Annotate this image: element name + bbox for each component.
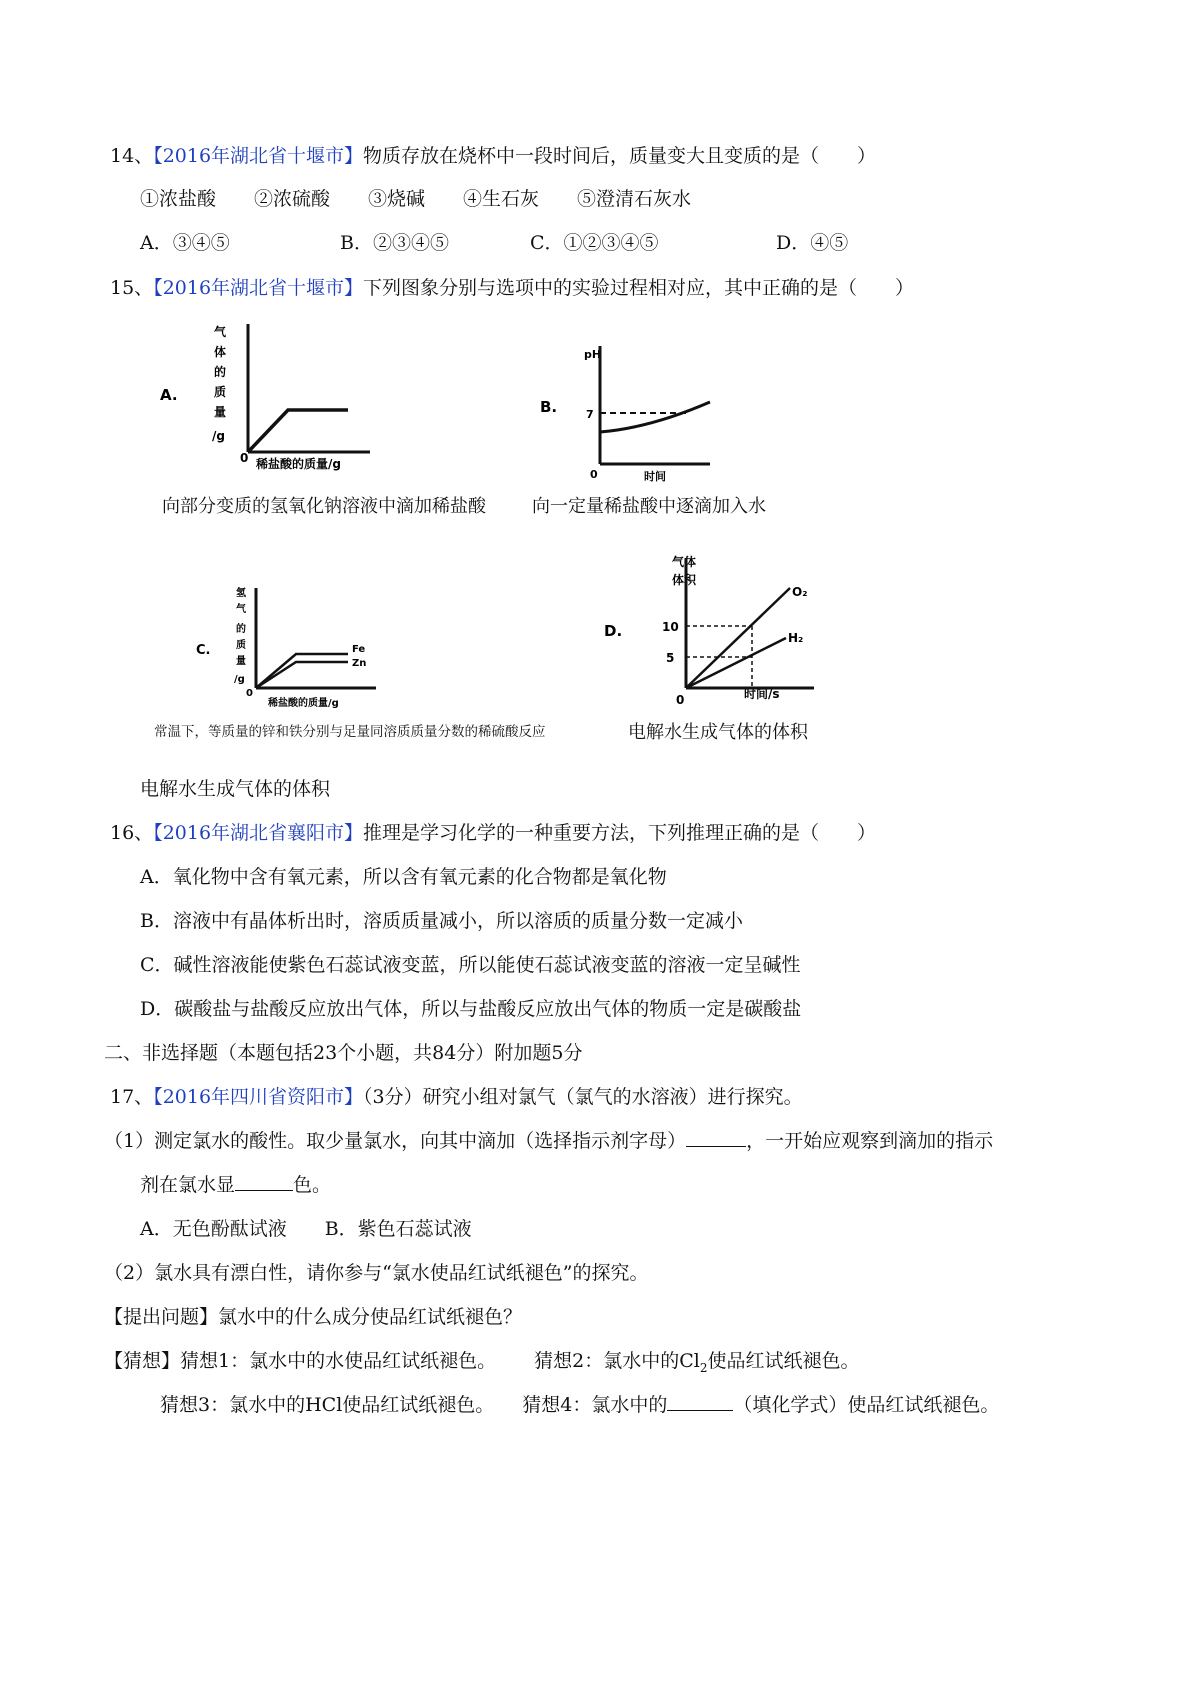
q16-number: 16、 xyxy=(110,822,154,844)
graph-d-line-o2 xyxy=(686,588,790,688)
q17-stem: （3分）研究小组对氯气（氯气的水溶液）进行探究。 xyxy=(363,1086,803,1108)
graph-b-origin: 0 xyxy=(590,468,598,481)
graph-a-letter: A. xyxy=(160,386,178,404)
graph-a-origin: 0 xyxy=(240,451,249,465)
graph-d-caption: 电解水生成气体的体积 xyxy=(628,722,808,743)
graph-a-ylabel-6: /g xyxy=(212,429,225,443)
guess-1: 猜想1：氯水中的水使品红试纸褪色。 xyxy=(180,1350,497,1372)
answer-blank-3[interactable] xyxy=(667,1392,733,1411)
graph-b-letter: B. xyxy=(540,398,558,416)
graph-b xyxy=(540,340,750,490)
graph-c-line-fe xyxy=(256,654,348,688)
graph-c-ylabel-3: 的 xyxy=(236,624,246,635)
graph-d-letter: D. xyxy=(604,622,623,640)
graph-a xyxy=(160,318,400,493)
q15-number: 15、 xyxy=(110,277,154,299)
q16-option-d: D．碳酸盐与盐酸反应放出气体，所以与盐酸反应放出气体的物质一定是碳酸盐 xyxy=(140,998,802,1020)
graph-d-origin: 0 xyxy=(676,693,685,707)
q17-stem-line xyxy=(110,1084,803,1110)
graph-c-xlabel: 稀盐酸的质量/g xyxy=(268,698,339,709)
q14-option-c: C．①②③④⑤ xyxy=(530,232,659,254)
graph-d xyxy=(600,548,840,718)
q16-option-b: B．溶液中有晶体析出时，溶质质量减小，所以溶质的质量分数一定减小 xyxy=(140,910,743,932)
graph-c-ylabel-5: 量 xyxy=(236,656,246,667)
graph-a-ylabel-2: 体 xyxy=(214,345,227,359)
answer-blank-2[interactable] xyxy=(235,1172,293,1191)
graph-c-caption: 常温下，等质量的锌和铁分别与足量同溶质质量分数的稀硫酸反应 xyxy=(154,724,546,740)
graph-a-ylabel-3: 的 xyxy=(214,365,227,379)
q15-stem-line xyxy=(110,275,914,301)
guess-3: 猜想3：氯水中的HCl使品红试纸褪色。 xyxy=(160,1394,495,1416)
graph-a-caption: 向部分变质的氢氧化钠溶液中滴加稀盐酸 xyxy=(162,496,486,517)
graph-c-origin: 0 xyxy=(246,688,253,699)
graph-d-tick-5: 5 xyxy=(666,651,675,665)
graph-b-ylabel: pH xyxy=(584,348,602,361)
graph-b-caption: 向一定量稀盐酸中逐滴加入水 xyxy=(532,496,766,517)
graph-b-tick-7: 7 xyxy=(586,408,594,421)
graph-c xyxy=(196,584,416,714)
graph-a-curve xyxy=(248,410,348,452)
q17-raise-question: 【提出问题】氯水中的什么成分使品红试纸褪色？ xyxy=(104,1306,523,1328)
graph-c-ylabel-1: 氢 xyxy=(236,588,246,599)
answer-blank-1[interactable] xyxy=(686,1128,746,1147)
q17-number: 17、 xyxy=(110,1086,154,1108)
q14-number: 14、 xyxy=(110,145,154,167)
q16-option-c: C．碱性溶液能使紫色石蕊试液变蓝，所以能使石蕊试液变蓝的溶液一定呈碱性 xyxy=(140,954,801,976)
guess-2: 猜想2：氯水中的$Cl_2$使品红试纸褪色。 xyxy=(534,1350,860,1375)
q16-stem-line xyxy=(110,820,876,846)
graph-a-ylabel-1: 气 xyxy=(214,325,227,339)
graph-a-xlabel: 稀盐酸的质量/g xyxy=(256,457,341,471)
q14-stem: 物质存放在烧杯中一段时间后，质量变大且变质的是（ ） xyxy=(363,145,877,167)
q14-items: ①浓盐酸 ②浓硫酸 ③烧碱 ④生石灰 ⑤澄清石灰水 xyxy=(140,188,692,210)
graph-b-xlabel: 时间 xyxy=(644,470,666,483)
section-2-heading: 二、非选择题（本题包括23个小题，共84分）附加题5分 xyxy=(104,1042,583,1064)
q17-part2: （2）氯水具有漂白性，请你参与“氯水使品红试纸褪色”的探究。 xyxy=(104,1262,649,1284)
q16-source: 【2016年湖北省襄阳市】 xyxy=(153,822,364,844)
graph-c-ylabel-6: /g xyxy=(234,674,245,685)
graph-a-ylabel-4: 质 xyxy=(214,385,227,399)
q14-option-d: D．④⑤ xyxy=(776,232,849,254)
graph-c-letter: C. xyxy=(196,643,211,658)
graph-c-ylabel-2: 气 xyxy=(236,604,246,615)
guess-4: 猜想4：氯水中的 （填化学式）使品红试纸褪色。 xyxy=(522,1394,1000,1416)
graph-c-series-fe: Fe xyxy=(352,644,366,655)
q15-after-text: 电解水生成气体的体积 xyxy=(140,778,331,800)
q15-source: 【2016年湖北省十堰市】 xyxy=(153,277,364,299)
q17-guess-line1 xyxy=(104,1348,859,1381)
q17-guess-line2 xyxy=(160,1392,999,1418)
q15-stem: 下列图象分别与选项中的实验过程相对应，其中正确的是（ ） xyxy=(363,277,915,299)
q17-part1-line1: （1）测定氯水的酸性。取少量氯水，向其中滴加（选择指示剂字母） ，一开始应观察到滴加的指示 xyxy=(104,1130,994,1152)
graph-d-xlabel: 时间/s xyxy=(744,687,780,701)
graph-d-ylabel-1: 气体 xyxy=(672,555,697,569)
graph-c-series-zn: Zn xyxy=(352,658,367,669)
q14-option-a: A．③④⑤ xyxy=(140,232,230,254)
guess-label: 【猜想】 xyxy=(104,1350,181,1372)
graph-d-series-o2: O₂ xyxy=(792,585,808,599)
q16-stem: 推理是学习化学的一种重要方法，下列推理正确的是（ ） xyxy=(363,822,877,844)
q17-part1-options: A．无色酚酞试液 B．紫色石蕊试液 xyxy=(140,1218,472,1240)
graph-d-series-h2: H₂ xyxy=(788,631,804,645)
graph-d-tick-10: 10 xyxy=(662,620,679,634)
q17-part1-line2: 剂在氯水显 色。 xyxy=(140,1174,332,1196)
graph-d-ylabel-2: 体积 xyxy=(672,573,697,587)
graph-c-ylabel-4: 质 xyxy=(236,640,246,651)
q16-option-a: A．氧化物中含有氧元素，所以含有氧元素的化合物都是氧化物 xyxy=(140,866,667,888)
q14-stem-line xyxy=(110,143,876,169)
graph-d-line-h2 xyxy=(686,638,786,688)
graph-a-ylabel-5: 量 xyxy=(214,405,227,419)
q14-source: 【2016年湖北省十堰市】 xyxy=(153,145,364,167)
graph-b-curve xyxy=(600,402,710,432)
q17-source: 【2016年四川省资阳市】 xyxy=(153,1086,364,1108)
q14-option-b: B．②③④⑤ xyxy=(340,232,449,254)
